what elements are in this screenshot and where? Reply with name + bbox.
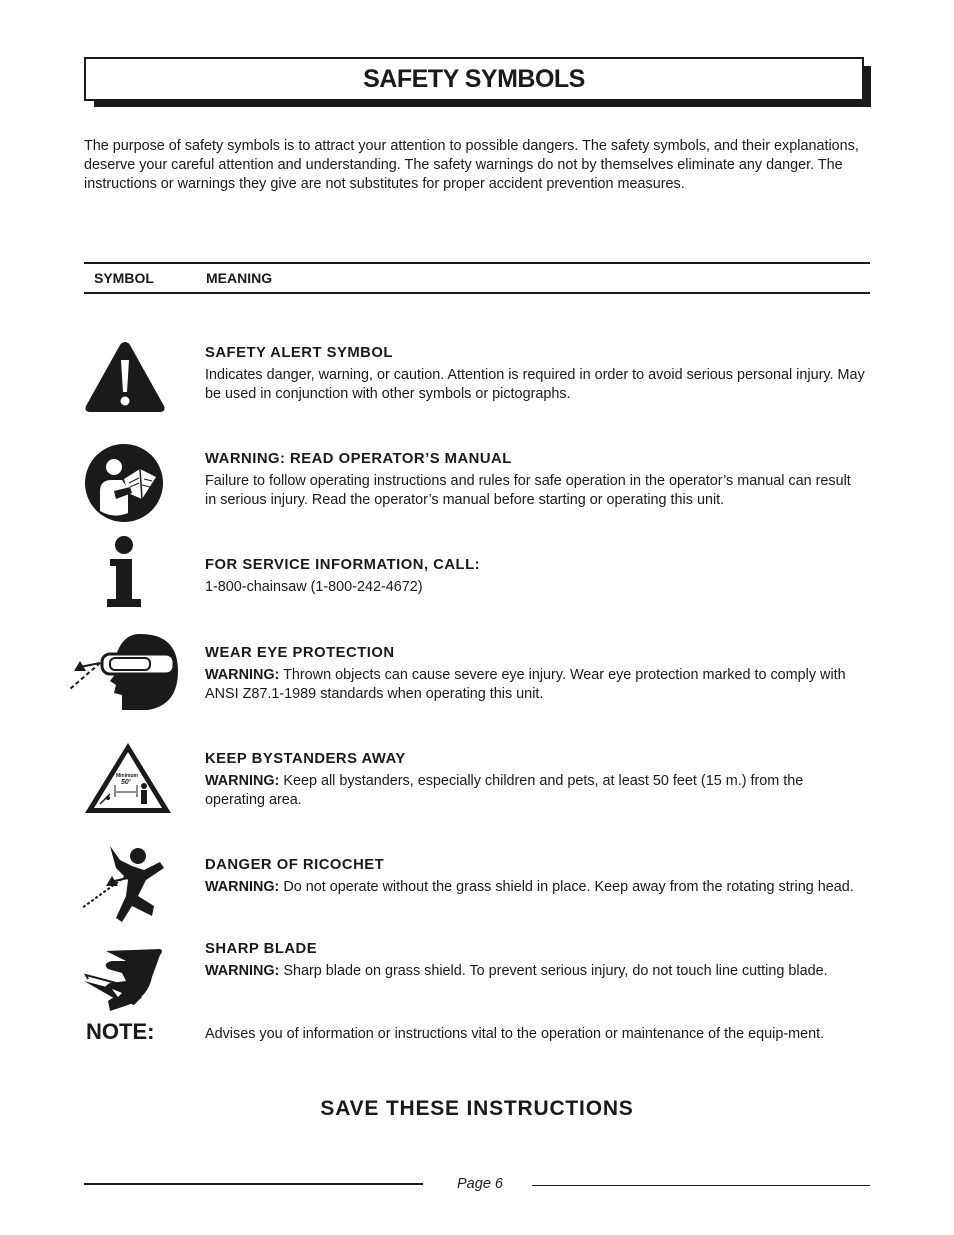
- entry-text: WARNING: Do not operate without the grass shield in place. Keep away from the rotating string head.: [205, 879, 854, 895]
- ricochet-icon: [82, 846, 168, 924]
- bystander-minimum-label: Minimum: [116, 773, 138, 779]
- page-title: SAFETY SYMBOLS: [363, 64, 585, 93]
- entry-text: WARNING: Sharp blade on grass shield. To prevent serious injury, do not touch line cutting blade.: [205, 963, 828, 979]
- entry-text: Failure to follow operating instructions and rules for safe operation in the operator’s manual can result in serious injury. Read the operator’s manual before starting or operating this unit.: [205, 473, 851, 508]
- entry-text: 1-800-chainsaw (1-800-242-4672): [205, 579, 423, 595]
- eye-protection-entry: [205, 645, 865, 704]
- entry-text: WARNING: Thrown objects can cause severe eye injury. Wear eye protection marked to comply with ANSI Z87.1-1989 standards when operating this unit.: [205, 667, 846, 702]
- eye-protection-icon: [66, 633, 180, 711]
- entry-title: FOR SERVICE INFORMATION, CALL:: [205, 557, 481, 573]
- note-entry: [205, 1025, 865, 1044]
- entry-text: Indicates danger, warning, or caution. Attention is required in order to avoid serious personal injury. May be used in conjunction with other symbols or pictographs.: [205, 367, 865, 402]
- footer-rule-left: [84, 1183, 423, 1185]
- bystander-distance-label: 50': [121, 779, 131, 786]
- entry-title: WARNING: READ OPERATOR’S MANUAL: [205, 451, 512, 467]
- ricochet-entry: [205, 857, 865, 897]
- symbol-column-header: SYMBOL: [94, 270, 154, 286]
- meaning-column-header: MEANING: [206, 270, 273, 286]
- entry-title: WEAR EYE PROTECTION: [205, 645, 395, 661]
- bystanders-entry: [205, 751, 865, 810]
- page-number: Page 6: [457, 1176, 503, 1192]
- table-top-rule: [84, 262, 870, 264]
- keep-bystanders-away-icon: [84, 742, 172, 814]
- save-instructions-heading: SAVE THESE INSTRUCTIONS: [320, 1097, 634, 1120]
- entry-title: KEEP BYSTANDERS AWAY: [205, 751, 406, 767]
- sharp-blade-entry: [205, 941, 865, 981]
- entry-title: SHARP BLADE: [205, 941, 318, 957]
- entry-title: SAFETY ALERT SYMBOL: [205, 345, 393, 361]
- note-text: Advises you of information or instructions vital to the operation or maintenance of the equip-ment.: [205, 1026, 825, 1042]
- safety-alert-icon: [84, 340, 166, 414]
- entry-text: WARNING: Keep all bystanders, especially children and pets, at least 50 feet (15 m.) from the operating area.: [205, 773, 804, 808]
- sharp-blade-icon: [82, 947, 164, 1011]
- note-label: NOTE:: [86, 1019, 155, 1044]
- read-manual-icon: [84, 443, 164, 523]
- service-info-entry: [205, 557, 865, 597]
- read-manual-entry: [205, 451, 865, 510]
- safety-alert-entry: [205, 345, 865, 404]
- title-box: [84, 57, 864, 101]
- info-icon: [104, 535, 144, 609]
- intro-paragraph: The purpose of safety symbols is to attract your attention to possible dangers. The safety symbols, and their explanations, deserve your careful attention and understanding. The safety warnings do not by themselves eliminate any danger. The instructions or warnings they give are not substitutes for proper accident prevention measures.: [84, 138, 859, 192]
- footer-rule-right: [532, 1185, 870, 1186]
- table-bottom-rule: [84, 292, 870, 294]
- entry-title: DANGER OF RICOCHET: [205, 857, 385, 873]
